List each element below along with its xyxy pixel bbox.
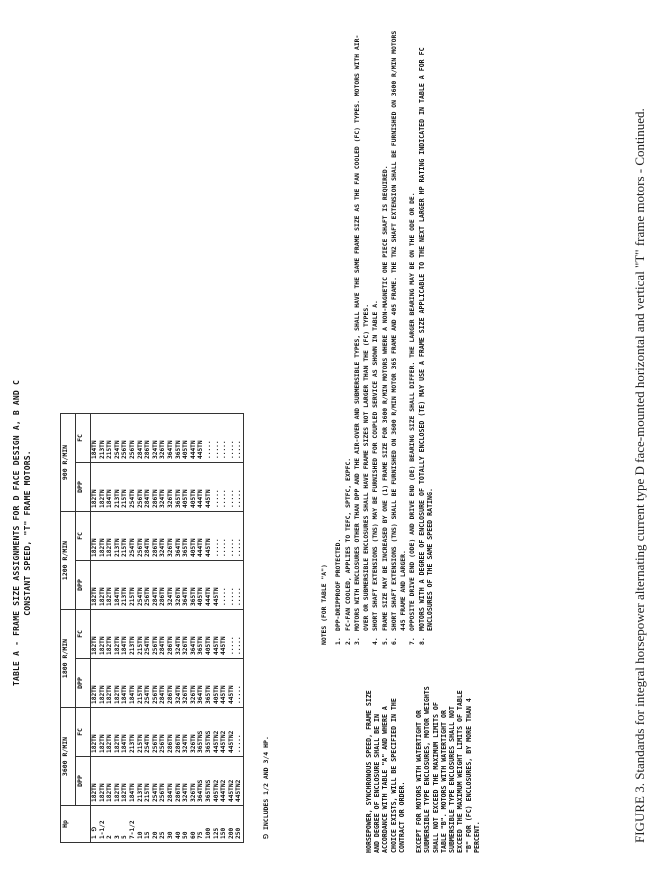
frame-size-cell: 284TN	[159, 685, 167, 704]
frame-size-cell: 326TN	[182, 685, 190, 704]
frame-size-cell: 182TN	[106, 636, 114, 655]
sub-header: FC	[76, 414, 91, 463]
frame-size-cell: 286TN	[166, 685, 174, 704]
frame-size-cell: 256TN	[151, 685, 159, 704]
frame-size-cell: 182TN	[98, 636, 106, 655]
frame-size-cell: .....	[227, 489, 235, 508]
frame-size-cell: 182TN	[113, 685, 121, 704]
frame-size-cell: 364TN	[189, 636, 197, 655]
frame-size-cell: 182TN	[98, 538, 106, 557]
frame-size-cell: 182TN	[98, 489, 106, 508]
frame-size-cell: 324TN	[182, 734, 190, 753]
frame-column-1800-fc	[91, 610, 244, 659]
frame-size-cell: 286TN	[159, 587, 167, 606]
frame-size-cell: 182TN	[106, 734, 114, 753]
hp-value: 5	[121, 835, 129, 839]
frame-size-cell: 182TN	[91, 636, 98, 655]
frame-size-cell: 445TN2	[235, 779, 243, 802]
speed-header-1800: 1800 R/MIN	[61, 610, 76, 708]
table-notes	[320, 25, 436, 645]
note-text: SHORT SHAFT EXTENSIONS (TNS) SHALL BE FURNISHED ON 3600 R/MIN MOTOR 365 FRAME AND 405 FRAME. THE TN2 SHAFT EXTENSION SHALL BE FURNISHED ON 3600 R/MIN MOTORS 445 FRAME AND LARGER.	[390, 30, 407, 631]
frame-size-cell: .....	[235, 538, 243, 557]
frame-size-cell: 326TN	[189, 685, 197, 704]
hp-value: 15	[144, 831, 152, 839]
hp-value: 10	[136, 831, 144, 839]
frame-size-cell: 215TN	[106, 440, 114, 459]
frame-size-cell: 184TN	[113, 587, 121, 606]
frame-size-cell: 365TN	[182, 538, 190, 557]
frame-size-cell: 254TN	[128, 538, 136, 557]
frame-size-cell: 286TN	[151, 489, 159, 508]
frame-size-cell: 326TN	[159, 440, 167, 459]
frame-size-cell: .....	[235, 489, 243, 508]
frame-size-cell: 326TN	[189, 734, 197, 753]
requirements-paragraph-2: EXCEPT FOR MOTORS WITH WATERTIGHT OR SUBMERSIBLE TYPE ENCLOSURES, MOTOR WEIGHTS SHALL NOT EXCEED THE MAXIMUM LIMITS OF TABLE "B". MOTORS WITH WATERTIGHT OR SUBMERSIBLE TYPE ENCLOSURES SHALL NOT EXCEED THE MAXIMUM WEIGHT LIMITS OF TABLE "B" FOR (FC) ENCLOSURES, BY MORE THAN 4 PERCENT.	[415, 686, 481, 853]
frame-size-cell: 405TN	[182, 440, 190, 459]
hp-value: 1-1/2	[98, 820, 106, 839]
frame-size-cell: 184TN	[128, 685, 136, 704]
requirements-note	[365, 683, 490, 853]
frame-size-cell: 365TNS	[197, 730, 205, 753]
frame-size-cell: 324TN	[174, 685, 182, 704]
frame-size-cell: 254TN	[144, 685, 152, 704]
frame-size-cell: 213TN	[98, 440, 106, 459]
frame-size-cell: .....	[235, 440, 243, 459]
sub-header: FC	[76, 512, 91, 561]
frame-size-cell: 184TN	[121, 636, 129, 655]
frame-size-cell: 286TN	[151, 538, 159, 557]
table-footnote: ⅁ INCLUDES 1/2 AND 3/4 HP.	[262, 736, 270, 839]
table-header-row-enclosures	[76, 414, 91, 843]
frame-size-cell: 256TN	[121, 440, 129, 459]
frame-size-cell: .....	[212, 440, 220, 459]
frame-size-cell: 182TN	[91, 734, 98, 753]
note-number: 4.	[371, 637, 380, 645]
frame-size-cell: 286TN	[166, 636, 174, 655]
note-item	[334, 25, 342, 645]
frame-size-cell: 182TN	[98, 685, 106, 704]
frame-size-cell: 182TN	[91, 685, 98, 704]
hp-value: 7-1/2	[128, 820, 136, 839]
table-body-row	[91, 414, 244, 843]
hp-value: 200	[227, 827, 235, 839]
frame-size-cell: 215TN	[121, 489, 129, 508]
frame-size-cell: 445TN	[220, 685, 228, 704]
frame-size-cell: 213TN	[113, 538, 121, 557]
hp-value: 3	[113, 835, 121, 839]
note-text: OPPOSITE DRIVE END (ODE) AND DRIVE END (DE) BEARING SIZE SHALL DIFFER. THE LARGER BEARING MAY BE ON THE ODE OR DE.	[408, 192, 417, 631]
note-item	[371, 25, 379, 645]
sub-header: DPP	[76, 463, 91, 512]
frame-size-cell: 254TN	[136, 587, 144, 606]
hp-value: 2	[106, 835, 114, 839]
frame-size-cell: 256TN	[159, 783, 167, 802]
frame-size-cell: 182TN	[113, 783, 121, 802]
speed-header-1200: 1200 R/MIN	[61, 512, 76, 610]
note-item	[344, 25, 352, 645]
note-number: 5.	[380, 637, 389, 645]
frame-size-cell: 184TN	[106, 489, 114, 508]
frame-size-cell: 256TN	[159, 734, 167, 753]
note-number: 3.	[353, 637, 362, 645]
table-title-line-1: TABLE A - FRAME SIZE ASSIGNMENTS FOR D FACE DESIGN A, B AND C	[12, 380, 21, 687]
frame-column-1200-dpp	[91, 561, 244, 610]
frame-size-cell: 405TN	[204, 636, 212, 655]
frame-size-cell: 284TN	[144, 538, 152, 557]
sub-header: FC	[76, 610, 91, 659]
frame-column-3600-dpp	[91, 757, 244, 806]
frame-size-cell: 444TN	[197, 489, 205, 508]
note-item	[390, 25, 407, 645]
frame-size-cell: 445TN2	[212, 730, 220, 753]
note-item	[381, 25, 389, 645]
frame-size-cell: 365TN	[174, 440, 182, 459]
frame-size-cell: 182TN	[106, 685, 114, 704]
frame-size-cell: 364TNS	[197, 779, 205, 802]
frame-size-cell: 364TN	[182, 587, 190, 606]
frame-size-cell: .....	[212, 538, 220, 557]
frame-size-cell: 182TN	[91, 783, 98, 802]
frame-size-cell: 444TN	[189, 440, 197, 459]
frame-size-cell: .....	[220, 440, 228, 459]
note-number: 8.	[417, 637, 426, 645]
frame-size-cell: .....	[235, 587, 243, 606]
frame-size-cell: 445TN	[212, 587, 220, 606]
frame-size-cell: 444TN2	[220, 779, 228, 802]
frame-size-cell: 445TN	[197, 440, 205, 459]
frame-size-cell: 284TN	[166, 783, 174, 802]
frame-column-1200-fc	[91, 512, 244, 561]
frame-size-cell: .....	[220, 489, 228, 508]
frame-column-1800-dpp	[91, 659, 244, 708]
frame-size-cell: 324TN	[174, 636, 182, 655]
frame-size-table	[60, 413, 244, 843]
speed-header-3600: 3600 R/MIN	[61, 708, 76, 806]
frame-size-cell: 182TN	[91, 489, 98, 508]
frame-size-cell: 182TN	[98, 587, 106, 606]
frame-size-cell: 182TN	[106, 538, 114, 557]
frame-size-cell: 405TN	[212, 685, 220, 704]
frame-size-cell: 364TN	[166, 440, 174, 459]
note-text: SHORT SHAFT EXTENSIONS (TNS) MAY BE FURNISHED FOR COUPLED SERVICE AS SHOWN IN TABLE A.	[371, 300, 380, 631]
frame-column-900-fc	[91, 414, 244, 463]
sub-header: FC	[76, 708, 91, 757]
frame-size-cell: 365TN	[189, 587, 197, 606]
frame-size-cell: 324TN	[159, 489, 167, 508]
frame-size-cell: 256TN	[136, 489, 144, 508]
sub-header: DPP	[76, 757, 91, 806]
hp-value: 250	[235, 827, 243, 839]
note-item	[418, 25, 435, 645]
frame-size-cell: 182TN	[113, 734, 121, 753]
hp-value: 50	[182, 831, 190, 839]
frame-size-cell: 324TN	[182, 783, 190, 802]
frame-size-cell: 256TN	[136, 538, 144, 557]
frame-size-cell: 364TN	[174, 538, 182, 557]
frame-size-cell: 182TN	[91, 538, 98, 557]
frame-size-cell: 254TN	[144, 734, 152, 753]
frame-size-cell: 184TN	[91, 440, 98, 459]
frame-size-cell: 284TN	[159, 636, 167, 655]
frame-size-cell: 254TN	[144, 636, 152, 655]
note-number: 1.	[334, 637, 343, 645]
frame-size-cell: 286TN	[166, 734, 174, 753]
hp-value: 125	[212, 827, 220, 839]
hp-value: 75	[197, 831, 205, 839]
frame-size-cell: 365TNS	[204, 779, 212, 802]
frame-size-cell: 326TN	[189, 783, 197, 802]
frame-size-cell: 215TN	[128, 587, 136, 606]
frame-size-cell: .....	[227, 636, 235, 655]
frame-size-cell: 286TN	[174, 783, 182, 802]
frame-size-cell: .....	[204, 440, 212, 459]
frame-size-cell: 445TN	[212, 636, 220, 655]
note-number: 6.	[390, 637, 399, 645]
frame-size-cell: 182TN	[121, 783, 129, 802]
frame-size-cell: 256TN	[128, 440, 136, 459]
frame-size-cell: 405TN2	[212, 779, 220, 802]
frame-size-cell: 213TN	[128, 636, 136, 655]
frame-size-cell: 365TN	[197, 636, 205, 655]
frame-column-900-dpp	[91, 463, 244, 512]
frame-size-cell: 326TN	[174, 587, 182, 606]
frame-size-cell: 445TN	[227, 685, 235, 704]
notes-heading: NOTES (FOR TABLE "A")	[320, 564, 328, 645]
frame-size-cell: 254TN	[151, 783, 159, 802]
frame-size-cell: 182TN	[106, 783, 114, 802]
frame-size-cell: 326TN	[166, 538, 174, 557]
hp-value: 60	[189, 831, 197, 839]
frame-size-cell: 445TN	[204, 489, 212, 508]
frame-size-cell: 213TN	[113, 489, 121, 508]
hp-value: 30	[166, 831, 174, 839]
frame-size-cell: 215TN	[144, 783, 152, 802]
frame-size-cell: 324TN	[151, 440, 159, 459]
frame-size-cell: .....	[220, 587, 228, 606]
frame-size-cell: .....	[227, 538, 235, 557]
frame-size-cell: 284TN	[144, 489, 152, 508]
hp-value: 100	[204, 827, 212, 839]
frame-size-cell: 445TN2	[227, 779, 235, 802]
frame-size-cell: 213TN	[128, 734, 136, 753]
hp-value: 40	[174, 831, 182, 839]
hp-value: 1 ⅁	[91, 826, 98, 839]
frame-size-cell: 445TN	[220, 636, 228, 655]
frame-size-cell: 182TN	[106, 587, 114, 606]
hp-column-cell	[91, 806, 244, 843]
frame-size-cell: .....	[220, 538, 228, 557]
table-title-line-2: CONSTANT SPEED, "T" FRAME MOTORS.	[22, 450, 32, 616]
hp-value: 20	[151, 831, 159, 839]
table-header-row-speeds	[61, 414, 76, 843]
frame-size-cell: 256TN	[151, 636, 159, 655]
frame-size-cell: 184TN	[121, 685, 129, 704]
frame-size-cell: 405TN	[189, 538, 197, 557]
frame-size-cell: 324TN	[166, 587, 174, 606]
sub-header: DPP	[76, 659, 91, 708]
note-item	[408, 25, 416, 645]
frame-size-cell: 215TN	[121, 538, 129, 557]
frame-size-cell: 284TN	[151, 587, 159, 606]
frame-size-cell: 326TN	[182, 636, 190, 655]
frame-size-cell: 284TN	[136, 440, 144, 459]
requirements-paragraph-1: HORSEPOWER, SYNCHRONOUS SPEED, FRAME SIZE AND DEGREE OF ENCLOSURE SHALL BE IN ACCORDANCE WITH TABLE "A" AND WHERE A CHOICE EXISTS, WILL BE SPECIFIED IN THE CONTRACT OR ORDER.	[365, 690, 406, 853]
frame-size-cell: 254TN	[128, 489, 136, 508]
note-item	[353, 25, 370, 645]
frame-size-cell: 444TN	[204, 587, 212, 606]
frame-size-cell: 254TN	[113, 440, 121, 459]
frame-size-cell: 215TN	[136, 685, 144, 704]
note-number: 2.	[343, 637, 352, 645]
table-title	[12, 323, 34, 743]
frame-size-cell: .....	[235, 734, 243, 753]
note-number: 7.	[408, 637, 417, 645]
frame-size-cell: 286TN	[144, 440, 152, 459]
frame-size-cell: 365TN	[204, 685, 212, 704]
frame-size-cell: 405TN	[182, 489, 190, 508]
frame-size-cell: 182TN	[98, 734, 106, 753]
frame-size-cell: 326TN	[166, 489, 174, 508]
frame-size-cell: 444TN	[197, 538, 205, 557]
frame-size-cell: 365TN	[174, 489, 182, 508]
frame-size-cell: .....	[227, 587, 235, 606]
frame-size-cell: 324TN	[159, 538, 167, 557]
sub-header: DPP	[76, 561, 91, 610]
frame-size-cell: 256TN	[144, 587, 152, 606]
speed-header-900: 900 R/MIN	[61, 414, 76, 512]
frame-size-cell: 365TNS	[204, 730, 212, 753]
frame-size-cell: 182TN	[91, 587, 98, 606]
frame-size-cell: 184TN	[128, 783, 136, 802]
frame-size-cell: 215TN	[136, 734, 144, 753]
note-text: FC-FAN COOLED, APPLIES TO TEFC, SPTFC, EXPFC.	[343, 457, 352, 631]
frame-size-cell: 405TN	[197, 587, 205, 606]
hp-value: 25	[159, 831, 167, 839]
frame-size-cell: 215TN	[136, 636, 144, 655]
frame-column-3600-fc	[91, 708, 244, 757]
frame-size-cell: 405TN	[189, 489, 197, 508]
note-text: DPP-DRIPPROOF PROTECTED.	[334, 538, 343, 631]
figure-caption: FIGURE 3. Standards for integral horsepower alternating current type D face-mounted horizontal and vertical "T" frame motors - Continued.	[632, 108, 647, 843]
hp-value: 150	[220, 827, 228, 839]
frame-size-cell: 364TN	[197, 685, 205, 704]
note-text: FRAME SIZE MAY BE INCREASED BY ONE (1) FRAME SIZE FOR 3600 R/MIN MOTORS WHERE A NON-MAGNETIC ONE PIECE SHAFT IS REQUIRED.	[380, 165, 389, 631]
frame-size-cell: 445TN2	[220, 730, 228, 753]
frame-size-cell: 286TN	[174, 734, 182, 753]
frame-size-cell: 182TN	[98, 783, 106, 802]
notes-list	[334, 25, 434, 645]
frame-size-cell: 182TN	[113, 636, 121, 655]
frame-size-cell: 256TN	[151, 734, 159, 753]
frame-size-cell: 213TN	[121, 587, 129, 606]
frame-size-cell: 445TN	[204, 538, 212, 557]
frame-size-cell: 213TN	[136, 783, 144, 802]
hp-column-header: Hp	[61, 806, 91, 843]
frame-size-cell: .....	[235, 636, 243, 655]
frame-size-cell: 445TN2	[227, 730, 235, 753]
note-text: MOTORS WITH ENCLOSURES OTHER THAN DPP AND THE AIR-OVER AND SUBMERSIBLE TYPES, SHALL HAVE THE SAME FRAME SIZE AS THE FAN COOLED (FC) TYPES. MOTORS WITH AIR-OVER OR SUBMERSIBLE ENCLOSURES SHALL HAVE FRAME SIZES NOT LARGER THAN THE (FC) TYPES.	[353, 34, 370, 631]
frame-size-cell: .....	[227, 440, 235, 459]
frame-size-cell: .....	[212, 489, 220, 508]
frame-size-cell: .....	[235, 685, 243, 704]
frame-size-cell: 184TN	[121, 734, 129, 753]
note-text: MOTORS WITH A DEGREE OF ENCLOSURE OF TOTALLY ENCLOSED (TE) MAY USE A FRAME SIZE APPLICABLE TO THE NEXT LARGER HP RATING INDICATED IN TABLE A FOR FC ENCLOSURES OF THE SAME SPEED RATING.	[417, 47, 435, 631]
